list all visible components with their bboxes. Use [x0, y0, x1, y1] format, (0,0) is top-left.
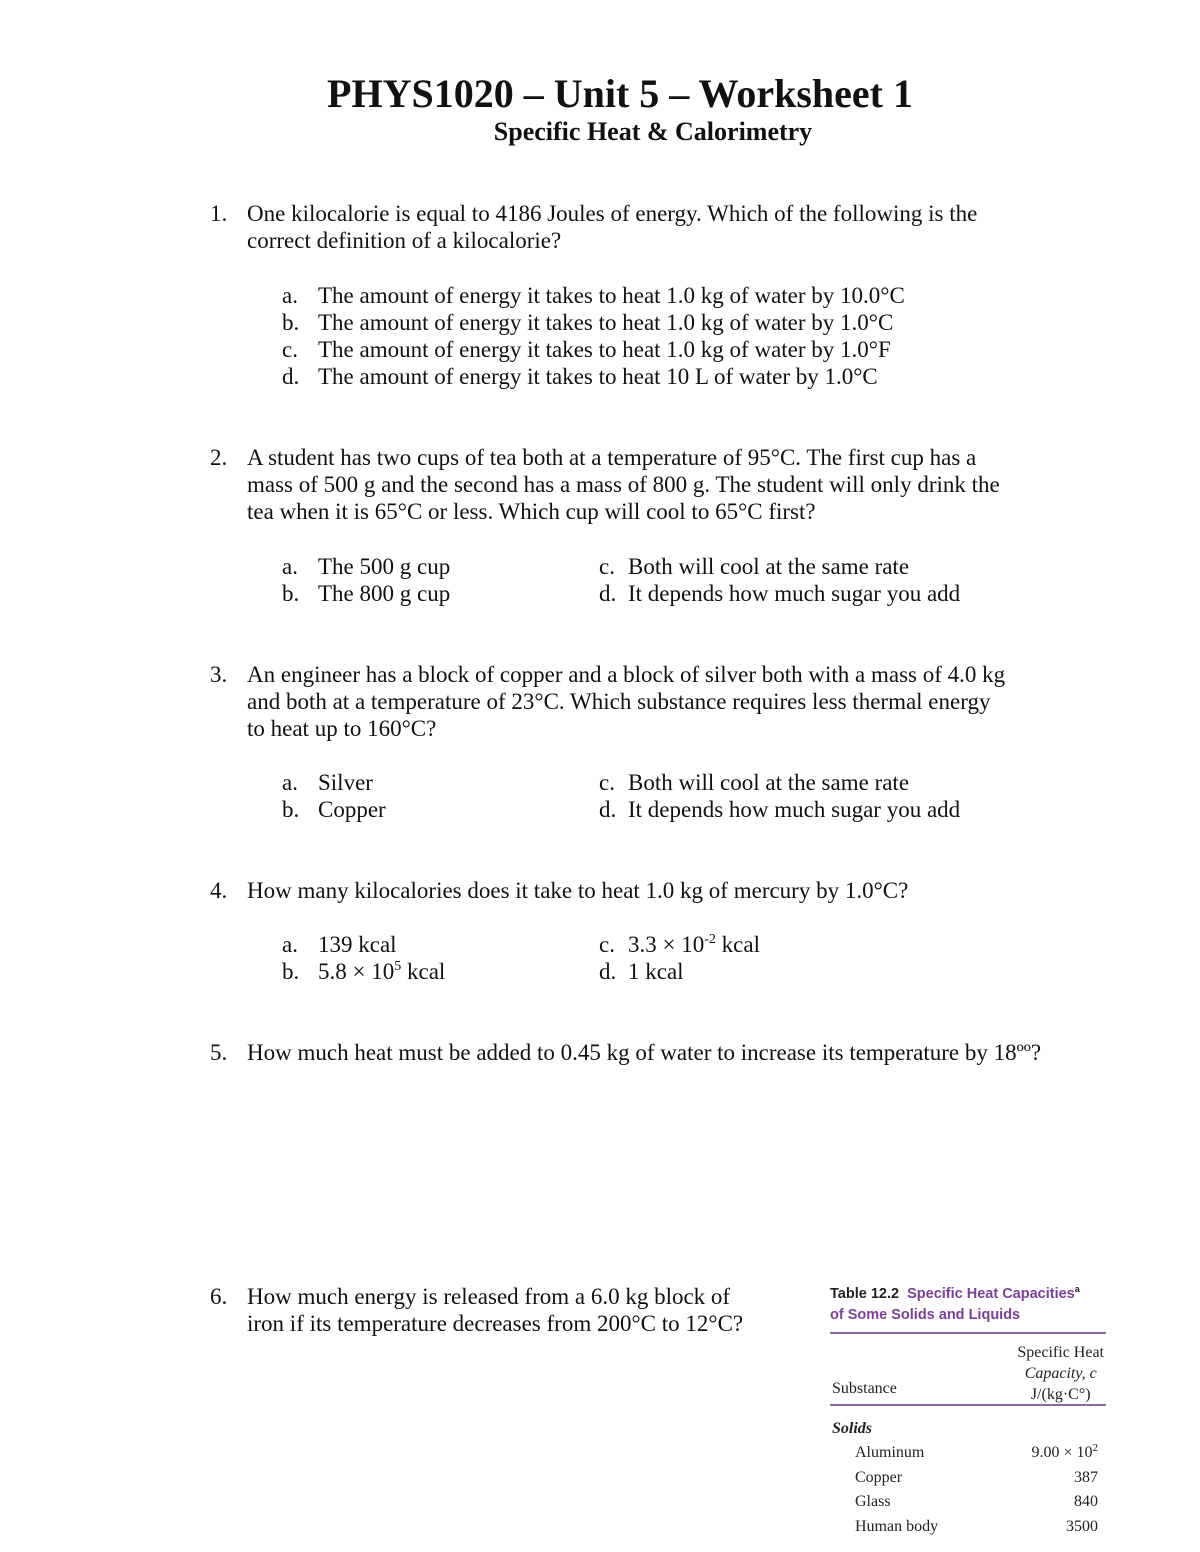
option-b [282, 958, 582, 985]
question-3-options-right [599, 769, 1019, 823]
option-letter: a. [282, 770, 298, 795]
substance-value: 840 [1074, 1493, 1098, 1510]
question-3-options-left [282, 769, 582, 823]
option-b [282, 580, 642, 607]
option-letter: b. [282, 581, 300, 606]
substance-name: Aluminum [855, 1444, 925, 1461]
option-text: It depends how much sugar you add [628, 797, 961, 822]
option-letter: b. [282, 959, 300, 984]
option-a [282, 931, 582, 958]
column-header-substance: Substance [832, 1380, 897, 1397]
column-header-capacity [1017, 1342, 1104, 1405]
option-text: Both will cool at the same rate [628, 770, 910, 795]
option-letter: b. [282, 797, 300, 822]
specific-heat-table [830, 1284, 1106, 1539]
option-b [282, 796, 582, 823]
substance-value [1031, 1441, 1098, 1466]
option-letter: b. [282, 310, 300, 335]
option-letter: a. [282, 932, 298, 957]
option-exponent: -2 [704, 932, 716, 947]
option-a [282, 769, 582, 796]
option-exponent: 5 [394, 959, 402, 974]
option-letter: c. [282, 337, 298, 362]
option-text [628, 931, 760, 958]
table-footnote-mark: a [1074, 1284, 1080, 1294]
question-number: 1. [210, 201, 228, 226]
question-4 [210, 877, 1050, 904]
table-row [830, 1441, 1106, 1466]
option-d [599, 796, 1019, 823]
option-c [599, 769, 1019, 796]
option-text: Silver [318, 770, 373, 795]
option-letter: d. [599, 581, 617, 606]
column-header-line: J/(kg·C°) [1030, 1386, 1091, 1403]
option-d [599, 580, 1019, 607]
option-base: 5.8 × 10 [318, 959, 395, 984]
option-text: Copper [318, 797, 386, 822]
option-letter: c. [599, 770, 615, 795]
option-unit: kcal [401, 959, 446, 984]
option-letter: d. [599, 959, 617, 984]
table-number: Table 12.2 [830, 1286, 900, 1302]
page-subtitle: Specific Heat & Calorimetry [493, 117, 813, 146]
table-row [830, 1466, 1106, 1491]
table-header [830, 1334, 1106, 1404]
question-2-options-left [282, 553, 642, 607]
substance-value: 3500 [1066, 1517, 1098, 1535]
question-number: 5. [210, 1040, 228, 1065]
question-text: How much heat must be added to 0.45 kg of water to increase its temperature by 18ºº? [247, 1040, 1042, 1065]
option-text: The amount of energy it takes to heat 1.0 kg of water by 1.0°F [318, 337, 891, 362]
option-text: The 500 g cup [318, 554, 451, 579]
question-3 [210, 661, 1050, 742]
question-2-options-right [599, 553, 1019, 607]
table-group-label: Solids [832, 1420, 873, 1437]
question-text: A student has two cups of tea both at a temperature of 95°C. The first cup has a mass of 500 g and the second has a mass of 800 g. The student will only drink the tea when it is 65°C or less. Which cup will cool to 65°C first? [247, 445, 1000, 524]
table-row [830, 1490, 1106, 1515]
table-caption [830, 1284, 1106, 1326]
option-text: It depends how much sugar you add [628, 581, 961, 606]
question-number: 2. [210, 445, 228, 470]
question-number: 6. [210, 1284, 228, 1309]
substance-name: Human body [855, 1517, 939, 1535]
question-5 [210, 1039, 1110, 1066]
option-c [599, 931, 899, 958]
option-text: 1 kcal [628, 959, 684, 984]
option-unit: kcal [715, 932, 760, 957]
option-letter: a. [282, 283, 298, 308]
option-c [599, 553, 1019, 580]
question-4-options-left [282, 931, 582, 985]
substance-name: Copper [855, 1468, 903, 1486]
table-body [830, 1406, 1106, 1539]
option-text: Both will cool at the same rate [628, 554, 910, 579]
option-d [599, 958, 899, 985]
option-letter: c. [599, 932, 615, 957]
question-number: 3. [210, 662, 228, 687]
option-text: The 800 g cup [318, 581, 451, 606]
option-letter: a. [282, 554, 298, 579]
value-exponent: 2 [1092, 1442, 1098, 1454]
question-2 [210, 444, 1050, 525]
option-text: 139 kcal [318, 932, 397, 957]
table-row [830, 1515, 1106, 1540]
table-title-line2: of Some Solids and Liquids [830, 1307, 1021, 1323]
column-header-line: Capacity, c [1024, 1365, 1097, 1382]
value-base: 9.00 × 10 [1031, 1444, 1093, 1461]
question-number: 4. [210, 878, 228, 903]
substance-name: Glass [855, 1493, 891, 1510]
option-text [318, 958, 445, 985]
column-header-line: Specific Heat [1017, 1344, 1104, 1361]
question-text: How much energy is released from a 6.0 kg block of iron if its temperature decreases from 200°C to 12°C? [247, 1284, 744, 1336]
option-base: 3.3 × 10 [628, 932, 705, 957]
option-text: The amount of energy it takes to heat 10 L of water by 1.0°C [318, 364, 878, 389]
page-title: PHYS1020 – Unit 5 – Worksheet 1 [327, 71, 913, 116]
question-1 [210, 200, 1050, 254]
option-a [282, 553, 642, 580]
option-letter: d. [282, 364, 300, 389]
option-letter: d. [599, 797, 617, 822]
question-6 [210, 1283, 810, 1337]
table-title-line1: Specific Heat Capacities [907, 1286, 1075, 1302]
question-text: An engineer has a block of copper and a block of silver both with a mass of 4.0 kg and both at a temperature of 23°C. Which substance requires less thermal energy to heat up to 160°C? [247, 662, 1006, 741]
option-letter: c. [599, 554, 615, 579]
question-4-options-right [599, 931, 899, 985]
option-text: The amount of energy it takes to heat 1.0 kg of water by 10.0°C [318, 283, 905, 308]
option-text: The amount of energy it takes to heat 1.0 kg of water by 1.0°C [318, 310, 894, 335]
question-text: How many kilocalories does it take to heat 1.0 kg of mercury by 1.0°C? [247, 878, 909, 903]
substance-value: 387 [1074, 1468, 1098, 1486]
question-text: One kilocalorie is equal to 4186 Joules of energy. Which of the following is the correct definition of a kilocalorie? [247, 201, 978, 253]
